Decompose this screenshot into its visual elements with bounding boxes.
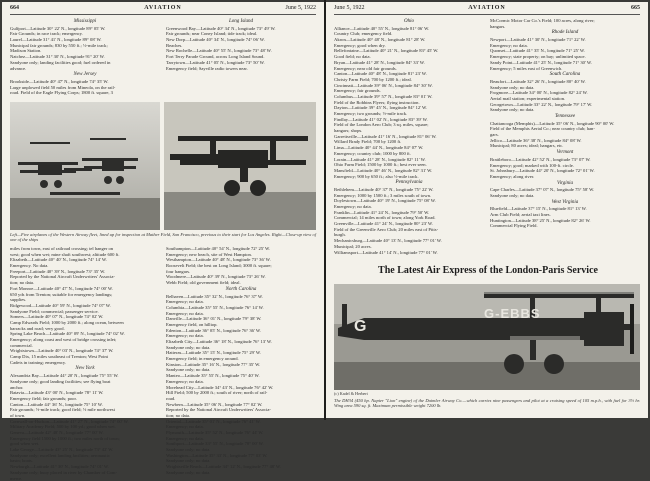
text-line: Greenwood Bay—Latitude 40° 34' N., longitude 73° 49' W.	[166, 25, 276, 31]
section-heading: North Carolina	[225, 286, 257, 292]
left-photo-airplanes	[10, 102, 316, 230]
text-line: Emergency; no data.	[166, 424, 204, 430]
left-page	[2, 2, 324, 481]
text-line: New Rochelle—Latitude 40° 55' N., longitude 73° 48' W.	[166, 48, 272, 54]
text-line: Jellico—Latitude 36° 38' N., longitude 84° 08' W.	[490, 137, 582, 143]
text-line: Newbern—Latitude 35° 06' N., longitude 77° 02' W.	[166, 401, 263, 407]
left-photo-caption: Left—Five airplanes of the Western Airway fleet, lined up for inspection at Mather Field, San Francisco, previous to their start for Los Angeles. Right—Close-up view of one of the ships	[10, 232, 316, 243]
text-line: Sandyone only; no data.	[490, 193, 535, 199]
text-line: Natchez—Latitude 31° 30' N., longitude 91° 20' W.	[10, 54, 105, 60]
text-line: Madison Station.	[10, 48, 42, 54]
aircraft-registration-partial-mark: G	[354, 318, 367, 335]
article-title: The Latest Air Express of the London-Paris Service	[378, 265, 598, 276]
text-line: Emergency; no data.	[166, 378, 204, 384]
text-line: Laurel—Latitude 31° 41' N., longitude 89° 08' W.	[10, 37, 102, 43]
left-column-bottom-2	[166, 246, 316, 475]
text-line: Emergency; no data.	[166, 435, 204, 441]
text-line: Field of the Greenville Aero Club; 20 miles east of Pitts-	[334, 226, 439, 232]
text-line: Fort Terry Parade Ground, across Long Island Sound.	[166, 54, 265, 60]
right-photo-credit: (c) Kadel & Herbert	[334, 391, 368, 396]
text-line: Danville—Latitude 36° 01' N., longitude 79° 38' W.	[166, 316, 262, 322]
section-heading: Tennessee	[554, 114, 576, 120]
text-line: 650 yds from Trenton; suitable for emergency landings;	[10, 291, 113, 297]
text-line: Emergency; two grounds; ½-mile track.	[334, 111, 408, 117]
text-line: Belhaven—Latitude 35° 32' N., longitude 76° 37' W.	[166, 293, 263, 299]
text-line: Newburgh—Latitude 41° 30' N., longitude 74° 01' W.	[10, 464, 109, 470]
text-line: Bluefield—Latitude 37° 15' N., longitude 81° 13' W.	[490, 206, 587, 212]
text-line: Bethlehem—Latitude 40° 37' N., longitude 75° 22' W.	[334, 186, 434, 192]
text-line: Aerial mail station; experimental station.	[490, 95, 566, 101]
text-line: west; good when wet; mine shaft southwest; altitude 600 ft.	[10, 251, 120, 257]
text-line: barracks and road; very good.	[10, 325, 65, 331]
text-line: Large unplowed field 50 miles from Mineola, on the rail-	[10, 84, 116, 90]
text-line: Manteo—Latitude 35° 55' N., longitude 75° 40' W.	[166, 373, 260, 379]
text-line: Elizabeth City—Latitude 36° 18' N., longitude 76° 13' W.	[166, 339, 272, 345]
text-line: Sandyone only; no data.	[490, 84, 535, 90]
text-line: Mansfield—Latitude 40° 46' N., longitude 82° 31' W.	[334, 167, 433, 173]
section-heading: New Jersey	[73, 72, 97, 78]
text-line: Williamsport—Latitude 41° 14' N., longitude 77° 01' W.	[334, 249, 438, 255]
text-line: Brattleboro—Latitude 42° 52' N., longitude 73° 07' W.	[490, 156, 591, 162]
text-line: Ridgewood—Latitude 40° 59' N., longitude 74° 07' W.	[10, 302, 111, 308]
left-column-top-1	[10, 18, 160, 98]
text-line: Findlay—Latitude 41° 02' N., longitude 83° 39' W.	[334, 116, 428, 122]
text-line: miles from town, east of railroad crossing; tel hanger on	[10, 246, 114, 251]
text-line: Emergency field; in emergency around.	[166, 356, 239, 362]
text-line: Fair grounds; ½-mile track; good field; ½ mile northwest	[10, 407, 115, 413]
text-line: Emergency; 1000 by 1500 ft.; 3 miles south of town.	[334, 192, 432, 198]
text-line: Field of the Memphis Aerial Co.; near country club; han-	[490, 126, 595, 132]
text-line: Southport—Latitude 33° 55' N., longitude 78° 00' W.	[166, 441, 264, 447]
text-line: Emergency; country club; 1000 by 800 ft.	[334, 150, 411, 156]
text-line: anchor.	[10, 384, 24, 390]
text-line: Brookside—Latitude 40° 47' N., longitude 74° 35' W.	[10, 78, 109, 84]
text-line: Tarrytown—Latitude 41° 05' N., longitude 73° 50' W.	[166, 59, 265, 65]
section-heading: Mississippi	[73, 19, 97, 24]
text-line: Huntington—Latitude 38° 25' N., longitude 82° 26' W.	[490, 217, 591, 223]
text-line: Emergency; good; marked with 100-ft. circle.	[490, 162, 574, 168]
text-line: Ohio Farm Field; 1500 by 1000 ft.; best ever seen.	[334, 162, 427, 168]
text-line: Gulfport—Latitude 30° 22' N., longitude 89° 05' W.	[10, 25, 106, 31]
text-line: Canton—Latitude 44° 36' N., longitude 75° 10' W.	[10, 401, 103, 407]
text-line: Alexandria Bay—Latitude 44° 20' N., longitude 75° 55' W.	[10, 373, 119, 379]
text-line: Oriental—Latitude 35° 01' N., longitude 76° 41' W.	[166, 418, 261, 424]
right-page-date: June 5, 1922	[334, 5, 365, 11]
text-line: Willard Brady Field; 700 by 1200 ft.	[334, 139, 402, 145]
text-line: Greenville—Latitude 41° 24' N., longitude 80° 23' W.	[334, 221, 433, 227]
text-line: Camp Edwards Field; 1000 by 2000 ft.; along ocean, between	[10, 319, 124, 325]
airplanes-photo-svg	[10, 102, 316, 230]
text-line: Emergency; state property; on bay; unlimited space.	[490, 54, 586, 60]
text-line: Lorain—Latitude 41° 28' N., longitude 82° 11' W.	[334, 156, 426, 162]
text-line: Roosevelt Field; the best on Long Island; 3000 ft. square;	[166, 263, 272, 269]
text-line: Sandyone only; no data.	[166, 367, 211, 373]
text-line: Sandyone only; landing facilities good; fuel ordered in	[10, 59, 111, 65]
text-line: Camp Dix, 15 miles southeast of Trenton; West Point	[10, 354, 108, 360]
text-line: Emergency; no data.	[490, 42, 528, 48]
text-line: of town.	[10, 412, 26, 418]
text-line: Woodmere—Latitude 40° 39' N., longitude 73° 26' W.	[166, 274, 266, 280]
text-line: Westhampton—Latitude 40° 48' N., longitude 73° 36' W.	[166, 257, 271, 263]
text-line: road.	[166, 395, 176, 401]
text-line: Sandyone Field; commercial; passenger service.	[10, 308, 99, 314]
text-line: Franklin—Latitude 41° 24' N., longitude 79° 50' W.	[334, 209, 430, 215]
text-line: Lake George—Latitude 43° 25' N., longitude 73° 42' W.	[10, 447, 114, 453]
text-line: Elizabeth—Latitude 40° 40' N., longitude 74° 14' W.	[10, 257, 107, 263]
text-line: Emergency field; fair grounds; poor.	[10, 395, 77, 401]
text-line: Kinston—Latitude 35° 16' N., longitude 77° 35' W.	[166, 361, 261, 367]
text-line: gars.	[490, 132, 499, 138]
text-line: Emergency; along coast and west of bridge crossing inlet;	[10, 337, 117, 342]
text-line: Emergency; near old fair grounds.	[334, 65, 397, 71]
left-journal-title: AVIATION	[144, 5, 182, 11]
text-line: merce.	[10, 475, 23, 481]
text-line: McCormic Motor Car Co.'s Field; 100 acres, along river;	[490, 18, 595, 23]
text-line: Sandyone only; no data.	[166, 458, 211, 464]
section-heading: West Virginia	[551, 199, 579, 205]
text-line: Municipal; 80 acres; ideal; hangars, etc.	[490, 143, 564, 149]
text-line: tion; no data.	[10, 280, 35, 286]
text-line: Emergency; no data.	[166, 310, 204, 316]
text-line: road. Field of the Eagle Flying Corps; 1800 ft. square, 3	[10, 90, 113, 96]
text-line: Southampton—Latitude 40° 54' N., longitude 72° 25' W.	[166, 246, 271, 251]
section-heading: Virginia	[556, 180, 574, 186]
right-journal-title: AVIATION	[468, 5, 506, 11]
text-line: Freeport—Latitude 40° 39' N., longitude 73° 35' W.	[10, 268, 106, 274]
text-line: Military Academy Field; 500 by 100 yd.; good when wet.	[10, 424, 116, 430]
section-heading: South Carolina	[549, 72, 581, 78]
text-line: Municipal; 20 acres.	[334, 243, 372, 249]
text-line: Canton—Latitude 40° 48' N., longitude 81° 23' W.	[334, 71, 427, 77]
text-line: Sandyone only; no data.	[166, 344, 211, 350]
text-line: Emergency; 900 by 650 ft.; also ½-mile track.	[334, 173, 419, 179]
text-line: Plymouth—Latitude 35° 52' N., longitude 76° 44' W.	[166, 430, 264, 436]
section-heading: Vermont	[556, 150, 574, 156]
dh34-photo-svg	[334, 284, 640, 390]
left-header-rule	[10, 14, 316, 15]
text-line: Columbus—Latitude 39° 57' N., longitude 83° 01' W.	[334, 93, 433, 99]
text-line: Morehead City—Latitude 34° 43' N., longitude 76° 42' W.	[166, 384, 274, 390]
section-heading: New York	[75, 366, 95, 372]
text-line: Mechanicsburg—Latitude 40° 13' N., longitude 77° 01' W.	[334, 238, 442, 244]
text-line: Emergency; fair grounds.	[334, 88, 381, 94]
right-header-rule	[334, 14, 640, 15]
text-line: Lima—Latitude 40° 44' N., longitude 84° 07' W.	[334, 145, 424, 151]
text-line: Wrightstown—Latitude 40° 03' N., longitude 74° 37' W.	[10, 348, 114, 354]
text-line: Quonset—Latitude 41° 35' N., longitude 71° 25' W.	[490, 48, 585, 54]
text-line: burgh.	[334, 232, 346, 238]
text-line: Country Club; emergency field.	[334, 31, 393, 37]
text-line: Emergency; new beach, site of West Hampton.	[166, 251, 252, 257]
text-line: Emergency field 1500 by 1000 ft.; two miles north of town;	[10, 435, 120, 441]
text-line: New Dorp—Latitude 40° 34' N., longitude 74° 06' W.	[166, 37, 265, 43]
text-line: good when wet.	[10, 441, 40, 447]
section-heading: Rhode Island	[551, 30, 579, 36]
left-page-date: June 5, 1922	[285, 5, 316, 11]
text-line: Beaufort—Latitude 32° 26' N., longitude 80° 40' W.	[490, 78, 586, 84]
text-line: Georgetown—Latitude 33° 22' N., longitude 79° 17' W.	[490, 101, 593, 107]
text-line: hangars.	[490, 23, 506, 29]
left-column-bottom-1	[10, 246, 160, 481]
right-column-2	[490, 18, 640, 262]
text-line: St. Johnsbury—Latitude 44° 20' N., longitude 72° 01' W.	[490, 168, 595, 174]
text-line: Fair Grounds; in race track; emergency.	[10, 31, 83, 37]
text-line: Reported by the National Aircraft Underwriters' Associa-	[166, 407, 271, 413]
text-line: hangars; shops.	[334, 128, 363, 134]
text-line: basin; boats.	[10, 458, 33, 464]
text-line: Dayton—Latitude 39° 45' N., longitude 84° 12' W.	[334, 105, 428, 111]
text-line: Emergency; along river.	[490, 173, 535, 179]
text-line: Geneva—Latitude 42° 48' N., longitude 77° 00' W.	[10, 430, 104, 436]
text-line: Alliance—Latitude 40° 55' N., longitude 81° 06' W.	[334, 25, 430, 31]
text-line: supplies.	[10, 297, 27, 303]
text-line: Cape Charles—Latitude 37° 07' N., longitude 75° 58' W.	[490, 187, 595, 193]
text-line: Emergency. No data.	[10, 263, 49, 269]
right-page-number: 665	[631, 5, 640, 11]
text-line: Hill Field; 500 by 2000 ft.; south of river; north of rail-	[166, 390, 268, 396]
text-line: Beaches.	[166, 42, 183, 48]
text-line: Emergency field; Sayville radio towers near.	[166, 65, 248, 71]
text-line: Fort Monroe—Latitude 40° 47' N., longitude 74° 00' W.	[10, 285, 113, 291]
text-line: commercial.	[10, 342, 33, 348]
text-line: Bryan—Latitude 41° 28' N., longitude 84° 33' W.	[334, 59, 425, 65]
text-line: Bellefontaine—Latitude 40° 21' N., longitude 83° 45' W.	[334, 48, 439, 54]
right-page	[326, 2, 648, 418]
section-heading: Ohio	[404, 19, 414, 24]
right-photo-dh34	[334, 284, 640, 390]
text-line: Doylestown—Latitude 40° 19' N., longitude 75° 08' W.	[334, 198, 436, 204]
text-line: Sandyone only; no data.	[166, 469, 211, 475]
left-page-number: 664	[10, 5, 19, 11]
text-line: Emergency; good when dry.	[334, 42, 386, 48]
text-line: Batavia—Latitude 43° 00' N., longitude 78° 11' W.	[10, 390, 104, 396]
text-line: Edenton—Latitude 36° 05' N., longitude 76° 36' W.	[166, 327, 261, 333]
text-line: Field of the London Aero Club; 3 sq. miles, square;	[334, 122, 429, 128]
text-line: Sandyone only; good landing facilities; see flying boat	[10, 378, 111, 384]
text-line: Sandyone only; excellent landing facilities; aeronautic	[10, 452, 110, 458]
text-line: Sandy Point—Latitude 41° 25' N., longitude 71° 30' W.	[490, 59, 592, 65]
right-column-1	[334, 18, 484, 262]
text-line: Somers—Latitude 40° 07' N., longitude 74° 02' W.	[10, 314, 104, 320]
section-heading: Pennsylvania	[395, 180, 423, 186]
right-photo-caption: The DH34 (450 hp. Napier "Lion" engine) of the Daimler Airway Co.—which carries nine passengers and pilot at a cruising speed of 105 m.p.h., with fuel for 3½ hr. Wing area 590 sq. ft. Maximum permissible weight 7200 lb.	[334, 398, 640, 409]
text-line: Commercial Flying Field.	[490, 223, 538, 229]
text-line: Good field; no data.	[334, 54, 371, 60]
text-line: four hangars.	[166, 268, 191, 274]
text-line: Arm Club Field; aerial taxi lines.	[490, 212, 551, 218]
text-line: Sandyone only; buoy placed in river by Chamber of Com-	[10, 469, 118, 475]
text-line: Frogmore—Latitude 34° 00' N., longitude 82° 24' W.	[490, 90, 588, 96]
text-line: Hatteras—Latitude 35° 15' N., longitude 75° 29' W.	[166, 350, 261, 356]
text-line: Reported by the National Aircraft Underwriters' Associa-	[10, 274, 115, 280]
text-line: Sandyone only; no data.	[166, 447, 211, 453]
text-line: Emergency; 5 miles east of Greenwich.	[490, 65, 563, 71]
aircraft-registration-mark: G-EBBS	[484, 306, 541, 321]
text-line: Akron—Latitude 40° 48' N., longitude 81° 28' W.	[334, 37, 426, 43]
text-line: Cincinnati—Latitude 39° 06' N., longitude 84° 30' W.	[334, 82, 433, 88]
text-line: Cadets in training; emergency.	[10, 359, 67, 365]
text-line: Emergency; no data.	[334, 204, 372, 210]
text-line: Commercial; 14 miles north of town; along York Road.	[334, 215, 436, 221]
text-line: Field of the Robbins Flyers; flying instruction.	[334, 99, 420, 105]
text-line: Garrettsville—Latitude 41° 16' N., longitude 81° 06' W.	[334, 133, 437, 139]
text-line: Wrightsville Beach—Latitude 34° 12' N., longitude 77° 48' W.	[166, 464, 281, 470]
text-line: Emergency; no data.	[166, 333, 204, 339]
text-line: advance.	[10, 65, 27, 71]
text-line: Christy Farm Field; 700 by 1200 ft.; ideal.	[334, 76, 412, 82]
left-column-top-2	[166, 18, 316, 98]
text-line: Newport—Latitude 41° 30' N., longitude 71° 22' W.	[490, 37, 586, 43]
text-line: Webb Field; old government field; ideal.	[166, 280, 241, 286]
text-line: Columbia—Latitude 35° 55' N., longitude 76° 14' W.	[166, 304, 264, 310]
text-line: Chattanooga (Memphis)—Latitude 35° 06' N., longitude 90° 00' W.	[490, 120, 615, 126]
text-line: Cornwall-on-Hudson—Latitude 41° 27' N., longitude 74° 00' W.	[10, 418, 129, 424]
text-line: Sandyone only; no data.	[490, 107, 535, 113]
text-line: tion; no data.	[166, 412, 191, 418]
text-line: Spring Lake Beach—Latitude 40° 09' N., longitude 74° 02' W.	[10, 331, 125, 337]
section-heading: Long Island	[228, 19, 254, 24]
text-line: Municipal fair grounds; 830 by 550 ft.; ½-mile track;	[10, 42, 108, 48]
text-line: Fair grounds; near Coney Island; tide track; ideal.	[166, 31, 258, 37]
text-line: Emergency field, on hilltop.	[166, 321, 218, 327]
text-line: Emergency; no data.	[166, 299, 204, 305]
text-line: Washington—Latitude 35° 33' N., longitude 77° 03' W.	[166, 452, 268, 458]
